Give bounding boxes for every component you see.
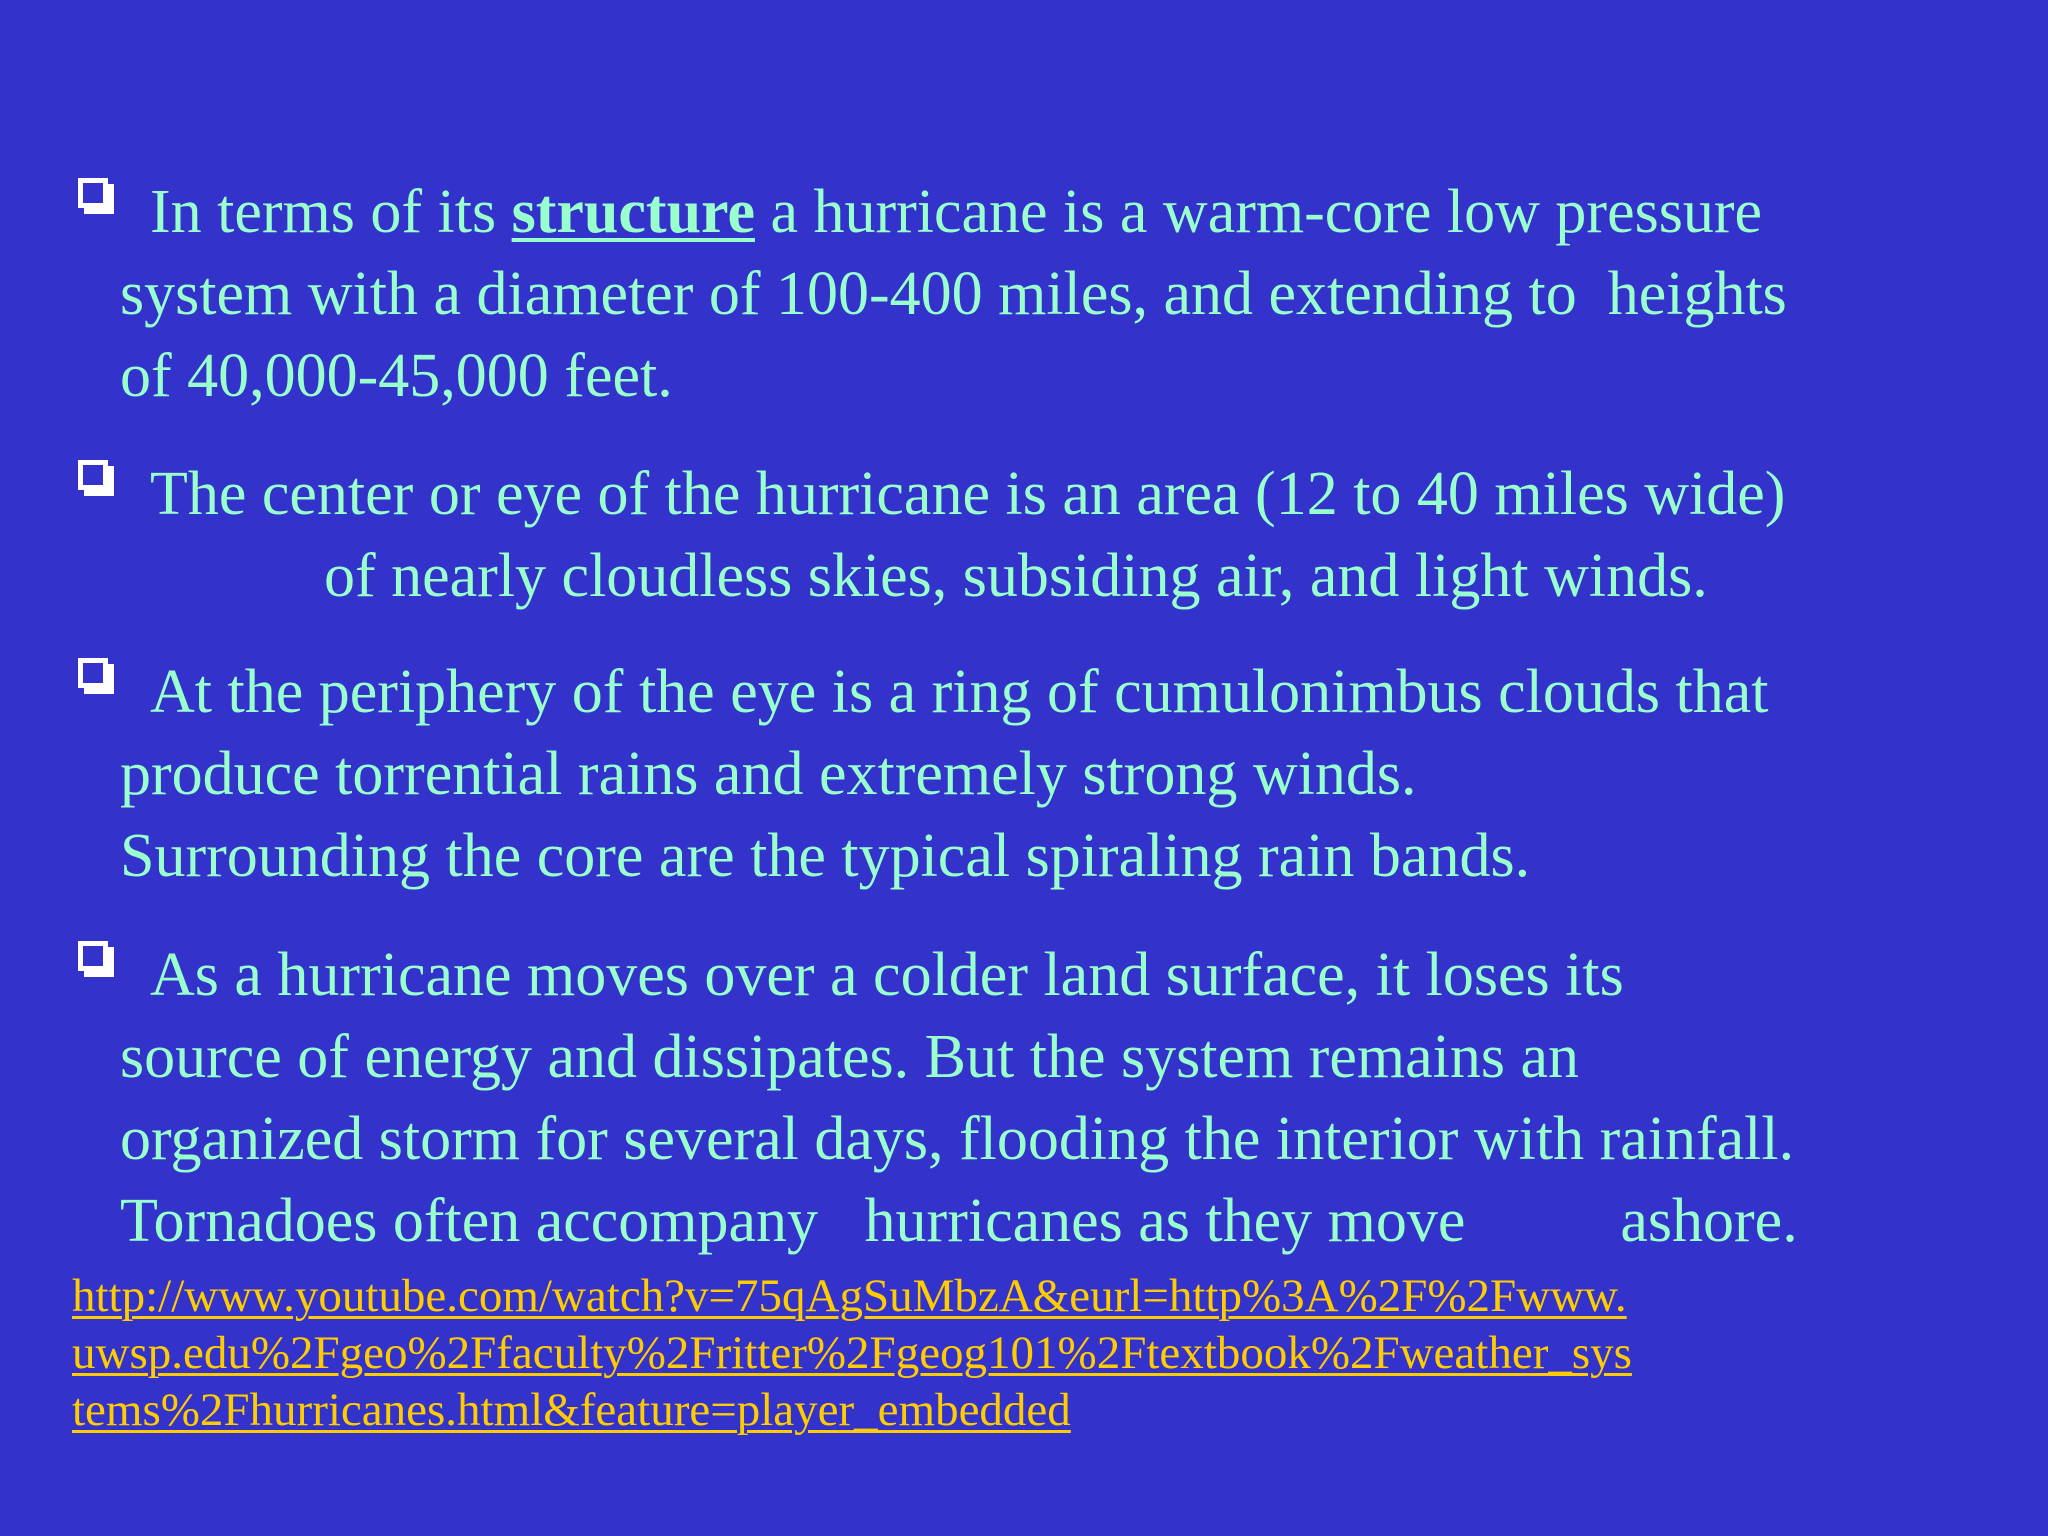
text-segment: a hurricane is a warm-core low pressure xyxy=(754,178,1763,246)
bullet-line: of nearly cloudless skies, subsiding air, and light winds. xyxy=(324,542,1708,610)
hollow-square-icon xyxy=(78,658,108,688)
bullet-line: of 40,000-45,000 feet. xyxy=(120,342,673,410)
bullet-line: Surrounding the core are the typical spiraling rain bands. xyxy=(120,822,1531,890)
bullet-line: system with a diameter of 100-400 miles, and extending to heights xyxy=(120,260,1787,328)
bullet-line: The center or eye of the hurricane is an area (12 to 40 miles wide) xyxy=(150,460,1786,528)
link-line[interactable]: http://www.youtube.com/watch?v=75qAgSuMbzA&eurl=http%3A%2F%2Fwww. xyxy=(72,1270,1627,1322)
bullet-line: At the periphery of the eye is a ring of cumulonimbus clouds that xyxy=(150,658,1769,726)
keyword-structure: structure xyxy=(511,178,755,246)
bullet-line: produce torrential rains and extremely strong winds. xyxy=(120,740,1417,808)
link-line[interactable]: uwsp.edu%2Fgeo%2Ffaculty%2Fritter%2Fgeog101%2Ftextbook%2Fweather_sys xyxy=(72,1327,1632,1379)
link-line[interactable]: tems%2Fhurricanes.html&feature=player_embedded xyxy=(72,1384,1071,1436)
hollow-square-icon xyxy=(78,460,108,490)
bullet-line: As a hurricane moves over a colder land surface, it loses its xyxy=(150,941,1624,1009)
bullet-line xyxy=(150,176,1762,248)
bullet-line: source of energy and dissipates. But the system remains an xyxy=(120,1023,1579,1091)
text-segment: In terms of its xyxy=(150,178,512,246)
bullet-line: Tornadoes often accompany hurricanes as they move ashore. xyxy=(120,1187,1798,1255)
hollow-square-icon xyxy=(78,941,108,971)
hollow-square-icon xyxy=(78,178,108,208)
bullet-line: organized storm for several days, flooding the interior with rainfall. xyxy=(120,1105,1795,1173)
